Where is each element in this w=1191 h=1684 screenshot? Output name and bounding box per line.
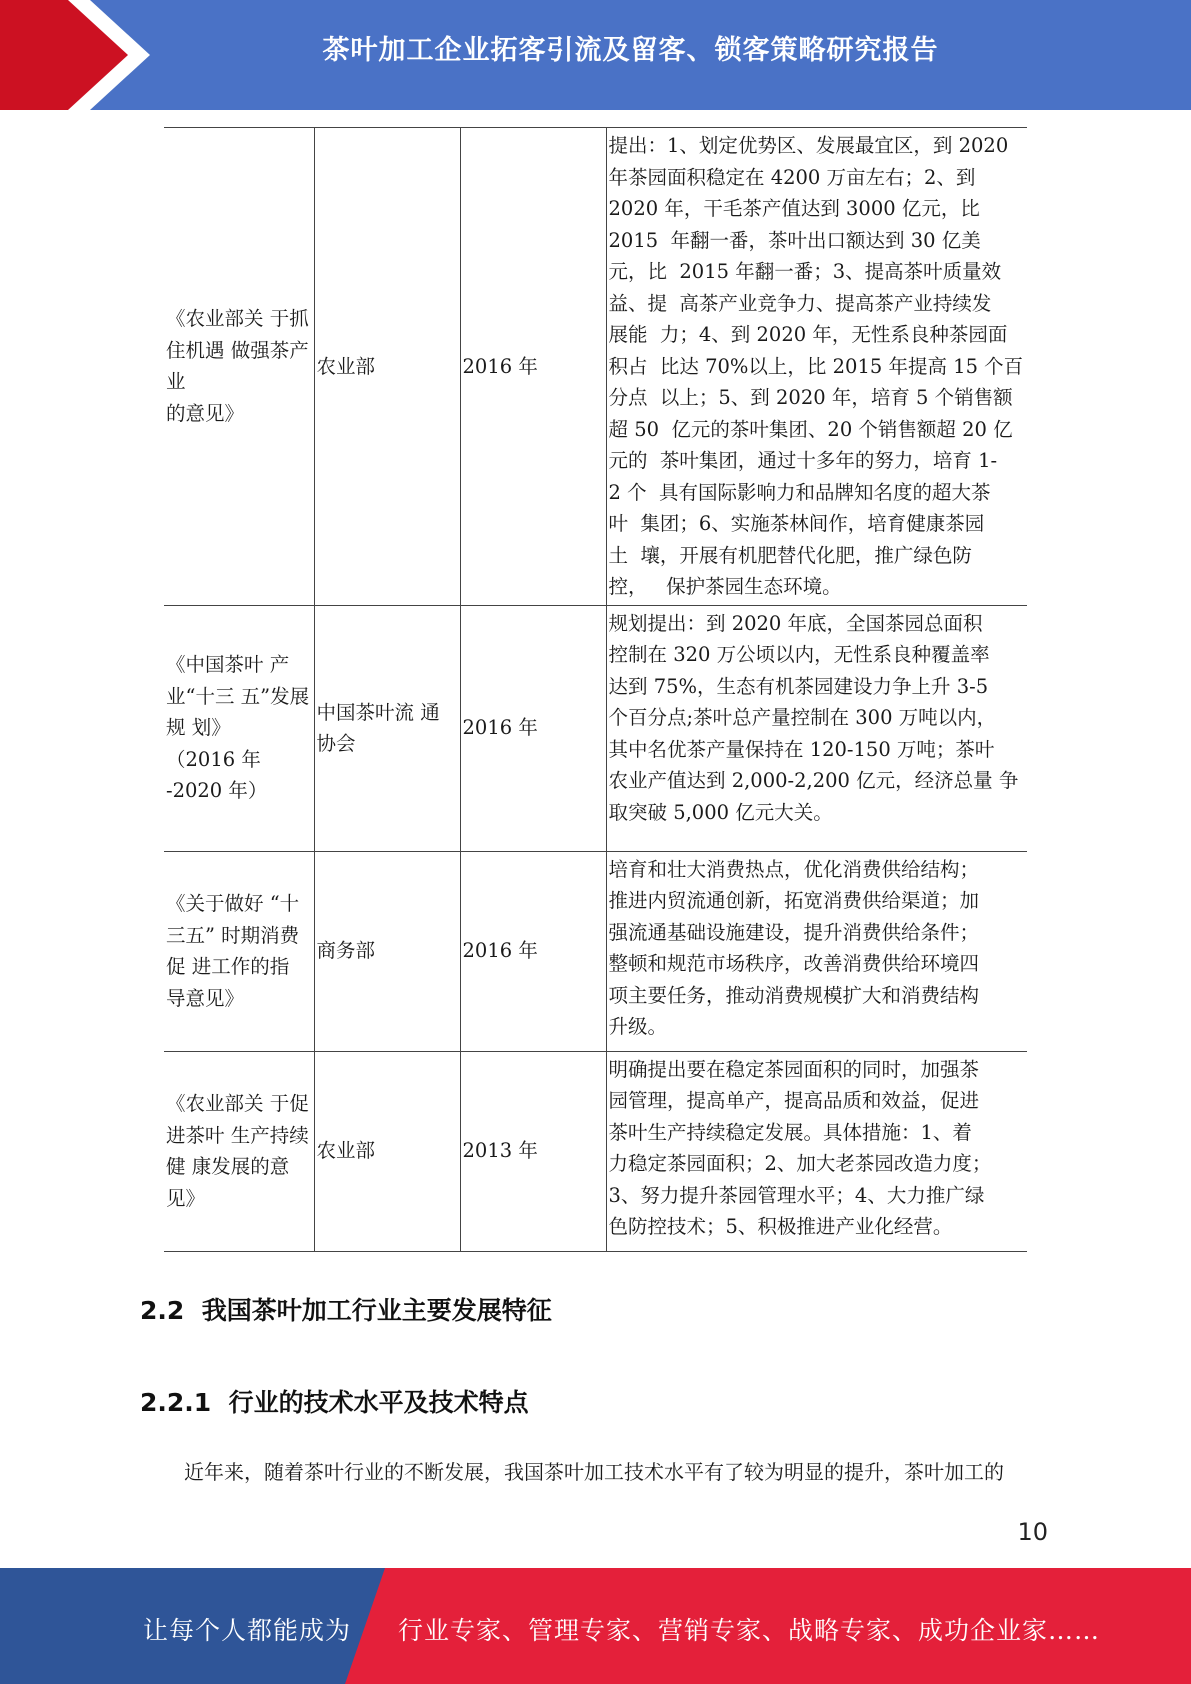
year-cell — [460, 128, 606, 606]
policy-name: 《关于做好 “十三五” 时期消费促 进工作的指 导意见》 — [166, 892, 300, 1010]
issuer-cell — [314, 128, 460, 606]
content-cell — [606, 1051, 1027, 1251]
policy-name-cell — [164, 128, 314, 606]
content-cell — [606, 851, 1027, 1051]
policy-issuer: 中国茶叶流 通协会 — [316, 700, 440, 755]
policy-name-cell — [164, 605, 314, 851]
page-header — [0, 0, 1191, 110]
footer-slogan-right: 行业专家、管理专家、营销专家、战略专家、成功企业家…… — [398, 1616, 1101, 1645]
policy-name: 《农业部关 于抓住机遇 做强茶产业 的意见》 — [166, 307, 309, 425]
header-chevron-decoration — [0, 0, 160, 110]
section-heading-2-2: 2.2 我国茶叶加工行业主要发展特征 — [140, 1296, 552, 1325]
policy-content: 明确提出要在稳定茶园面积的同时，加强茶 园管理，提高单产，提高品质和效益，促进 茶叶生产持续稳定发展。具体措施：1、着 力稳定茶园面积；2、加大老茶园改造力度； 3、努力提升茶园管理水平；4、大力推广绿 色防控技术；5、积极推进产业化经营。 — [608, 1057, 992, 1238]
issuer-cell — [314, 851, 460, 1051]
policy-name-cell — [164, 1051, 314, 1251]
page-footer — [0, 1568, 1191, 1684]
content-cell — [606, 605, 1027, 851]
policy-year: 2016 年 — [462, 939, 538, 963]
issuer-cell — [314, 605, 460, 851]
page-number: 10 — [1017, 1518, 1048, 1546]
table-row — [164, 851, 1027, 1051]
body-paragraph: 近年来，随着茶叶行业的不断发展，我国茶叶加工技术水平有了较为明显的提升，茶叶加工的 — [184, 1460, 1004, 1484]
policy-year: 2016 年 — [462, 716, 538, 740]
year-cell — [460, 605, 606, 851]
policy-table — [164, 127, 1027, 1252]
policy-name: 《农业部关 于促进茶叶 生产持续健 康发展的意 见》 — [166, 1092, 309, 1210]
policy-name-cell — [164, 851, 314, 1051]
policy-content: 提出：1、划定优势区、发展最宜区，到 2020 年茶园面积稳定在 4200 万亩左右；2、到 2020 年，干毛茶产值达到 3000 亿元，比 2015 年翻一番，茶叶出口额达到 30 亿美 元，比 2015 年翻一番；3、提高茶叶质量效 益、提 高茶产业竞争力、提高茶产业持续发 展能 力；4、到 2020 年，无性系良种茶园面 积占 比达 70%以上，比 2015 年提高 15 个百 分点 以上；5、到 2020 年，培育 5 个销售额 超 50 亿元的茶叶集团、20 个销售额超 20 亿 元的 茶叶集团，通过十多年的努力，培育 1- 2 个 具有国际影响力和品牌知名度的超大茶 叶 集团；6、实施茶林间作，培育健康茶园 土 壤，开展有机肥替代化肥，推广绿色防 控， 保护茶园生态环境。 — [608, 134, 1024, 598]
year-cell — [460, 851, 606, 1051]
year-cell — [460, 1051, 606, 1251]
policy-issuer: 农业部 — [316, 1139, 376, 1163]
table-row — [164, 1051, 1027, 1251]
content-cell — [606, 128, 1027, 606]
policy-content: 规划提出：到 2020 年底，全国茶园总面积 控制在 320 万公顷以内，无性系良种覆盖率 达到 75%，生态有机茶园建设力争上升 3-5 个百分点;茶叶总产量控制在 300 万吨以内， 其中名优茶产量保持在 120-150 万吨；茶叶 农业产值达到 2,000-2,200 亿元，经济总量 争 取突破 5,000 亿元大关。 — [608, 611, 1019, 824]
report-title: 茶叶加工企业拓客引流及留客、锁客策略研究报告 — [322, 35, 939, 66]
policy-year: 2013 年 — [462, 1139, 538, 1163]
policy-content: 培育和壮大消费热点，优化消费供给结构； 推进内贸流通创新，拓宽消费供给渠道；加 强流通基础设施建设，提升消费供给条件； 整顿和规范市场秩序，改善消费供给环境四 项主要任务，推动消费规模扩大和消费结构 升级。 — [608, 857, 980, 1038]
table-row — [164, 128, 1027, 606]
policy-issuer: 农业部 — [316, 354, 376, 378]
section-heading-2-2-1: 2.2.1 行业的技术水平及技术特点 — [140, 1388, 529, 1417]
footer-slogan-left: 让每个人都能成为 — [143, 1616, 352, 1645]
policy-issuer: 商务部 — [316, 939, 376, 963]
table-row — [164, 605, 1027, 851]
policy-year: 2016 年 — [462, 354, 538, 378]
policy-name: 《中国茶叶 产业“十三 五”发展规 划》 （2016 年 -2020 年） — [166, 653, 310, 803]
issuer-cell — [314, 1051, 460, 1251]
